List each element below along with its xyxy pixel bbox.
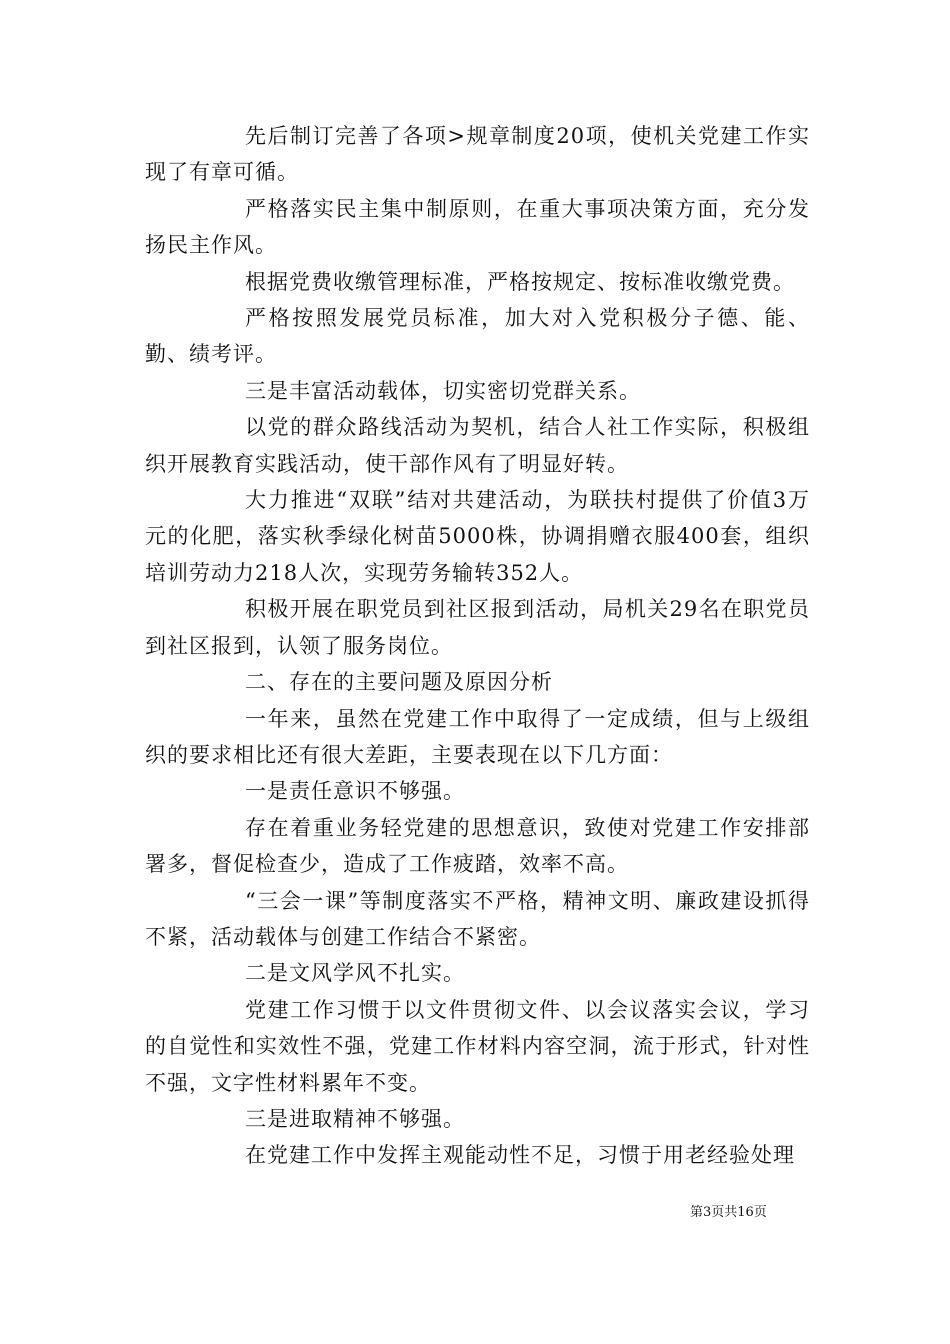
paragraph: 大力推进“双联”结对共建活动，为联扶村提供了价值3万元的化肥，落实秋季绿化树苗5000株，协调捐赠衣服400套，组织培训劳动力218人次，实现劳务输转352人。 xyxy=(145,488,810,585)
paragraph: 积极开展在职党员到社区报到活动，局机关29名在职党员到社区报到，认领了服务岗位。 xyxy=(145,597,810,658)
paragraph: 根据党费收缴管理标准，严格按规定、按标准收缴党费。 xyxy=(245,269,795,294)
paragraph: 以党的群众路线活动为契机，结合人社工作实际，积极组织开展教育实践活动，使干部作风有了明显好转。 xyxy=(145,415,810,476)
section-point-heading: 三是丰富活动载体，切实密切党群关系。 xyxy=(245,378,641,403)
section-point-heading: 一是责任意识不够强。 xyxy=(245,779,465,804)
section-point-heading: 三是进取精神不够强。 xyxy=(245,1106,465,1131)
paragraph: 存在着重业务轻党建的思想意识，致使对党建工作安排部署多，督促检查少，造成了工作疲踏，效率不高。 xyxy=(145,815,810,877)
section-point-heading: 二是文风学风不扎实。 xyxy=(245,961,465,986)
paragraph: 严格按照发展党员标准，加大对入党积极分子德、能、勤、绩考评。 xyxy=(145,306,810,367)
paragraph: 一年来，虽然在党建工作中取得了一定成绩，但与上级组织的要求相比还有很大差距，主要表现在以下几方面： xyxy=(145,706,810,767)
document-body xyxy=(145,118,810,1174)
paragraph: 在党建工作中发挥主观能动性不足，习惯于用老经验处理 xyxy=(245,1143,795,1168)
paragraph: 先后制订完善了各项>规章制度20项，使机关党建工作实现了有章可循。 xyxy=(145,124,810,185)
paragraph: “三会一课”等制度落实不严格，精神文明、廉政建设抓得不紧，活动载体与创建工作结合不紧密。 xyxy=(145,888,810,949)
paragraph: 严格落实民主集中制原则，在重大事项决策方面，充分发扬民主作风。 xyxy=(145,196,810,258)
page-number-footer: 第3页共16页 xyxy=(690,1205,767,1220)
paragraph: 党建工作习惯于以文件贯彻文件、以会议落实会议，学习的自觉性和实效性不强，党建工作材料内容空洞，流于形式，针对性不强，文字性材料累年不变。 xyxy=(145,997,810,1095)
section-heading: 二、存在的主要问题及原因分析 xyxy=(245,670,553,695)
